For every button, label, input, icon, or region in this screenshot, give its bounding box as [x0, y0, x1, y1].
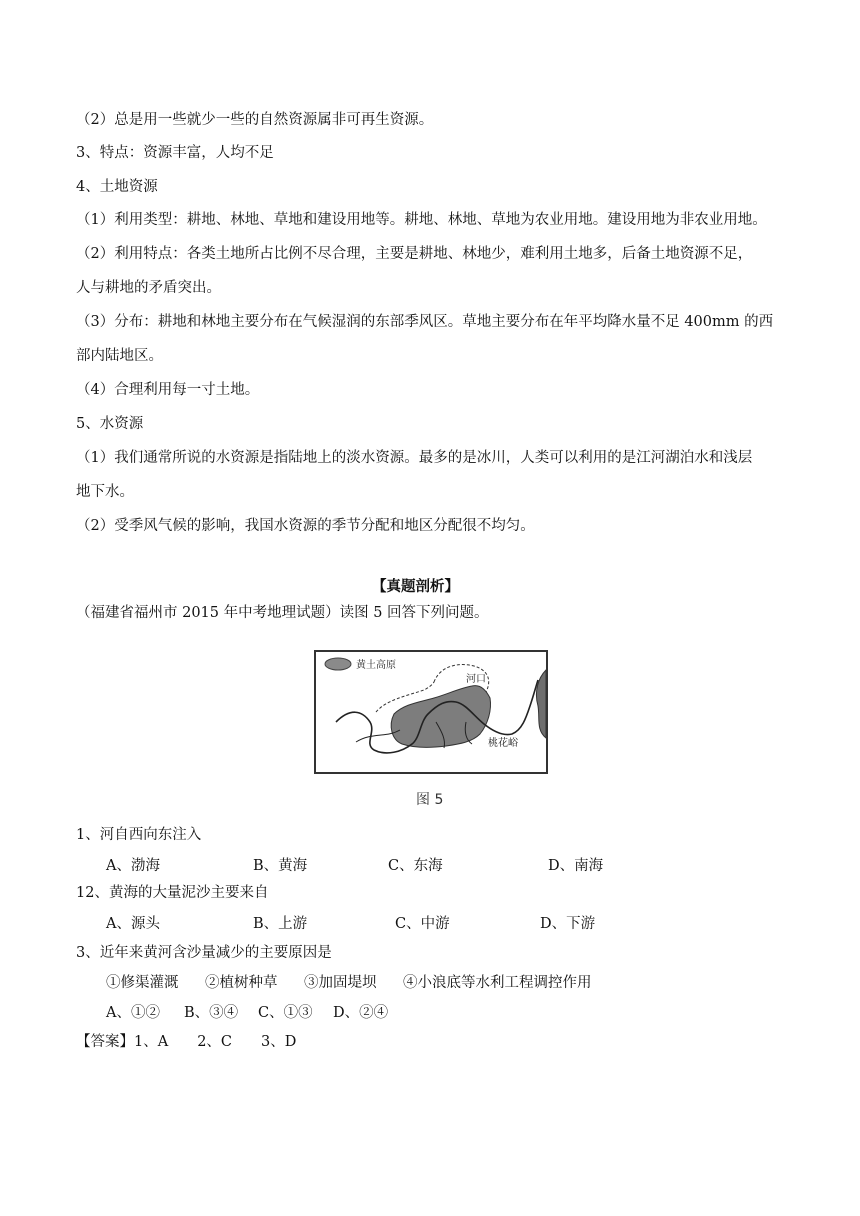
option-a: A、①②	[106, 1005, 160, 1021]
paragraph-line: 4、土地资源	[76, 179, 158, 195]
statement-item: ④小浪底等水利工程调控作用	[403, 975, 592, 991]
paragraph-line: 3、特点：资源丰富，人均不足	[76, 145, 274, 161]
yellow-river-map	[314, 650, 548, 774]
river-mouth-label: 河口	[466, 674, 486, 685]
option-a: A、源头	[106, 916, 160, 932]
plateau-label: 黄土高原	[356, 660, 396, 671]
question-intro: （福建省福州市 2015 年中考地理试题）读图 5 回答下列问题。	[76, 605, 489, 621]
question-text: 3、近年来黄河含沙量减少的主要原因是	[76, 945, 332, 961]
paragraph-line: 5、水资源	[76, 416, 144, 432]
option-c: C、中游	[395, 916, 450, 932]
statement-item: ①修渠灌溉	[106, 975, 179, 991]
option-a: A、渤海	[106, 858, 160, 874]
paragraph-line: （2）受季风气候的影响，我国水资源的季节分配和地区分配很不均匀。	[76, 518, 535, 534]
option-b: B、上游	[253, 916, 308, 932]
paragraph-line: （1）利用类型：耕地、林地、草地和建设用地等。耕地、林地、草地为农业用地。建设用地为非农业用地。	[76, 212, 767, 228]
paragraph-line: 部内陆地区。	[76, 348, 163, 364]
option-d: D、②④	[333, 1005, 389, 1021]
option-c: C、东海	[388, 858, 443, 874]
paragraph-line: （2）利用特点：各类土地所占比例不尽合理，主要是耕地、林地少，难利用土地多，后备土地资源不足，	[76, 246, 753, 262]
question-text: 12、黄海的大量泥沙主要来自	[76, 885, 269, 901]
paragraph-line: （2）总是用一些就少一些的自然资源属非可再生资源。	[76, 112, 434, 128]
paragraph-line: 地下水。	[76, 484, 134, 500]
option-d: D、南海	[548, 858, 604, 874]
answer-line: 【答案】1、A 2、C 3、D	[76, 1034, 297, 1050]
option-c: C、①③	[258, 1005, 313, 1021]
paragraph-line: （1）我们通常所说的水资源是指陆地上的淡水资源。最多的是冰川，人类可以利用的是江河湖泊水和浅层	[76, 450, 753, 466]
map-illustration	[316, 652, 546, 772]
section-title: 【真题剖析】	[372, 578, 459, 595]
paragraph-line: （3）分布：耕地和林地主要分布在气候湿润的东部季风区。草地主要分布在年平均降水量不足 400mm 的西	[76, 314, 774, 330]
question-text: 1、河自西向东注入	[76, 827, 202, 843]
statement-item: ②植树种草	[205, 975, 278, 991]
figure-caption: 图 5	[416, 792, 444, 808]
option-d: D、下游	[540, 916, 596, 932]
statement-item: ③加固堤坝	[304, 975, 377, 991]
option-b: B、③④	[184, 1005, 239, 1021]
place-label: 桃花峪	[488, 738, 518, 749]
paragraph-line: 人与耕地的矛盾突出。	[76, 280, 221, 296]
option-b: B、黄海	[253, 858, 308, 874]
paragraph-line: （4）合理利用每一寸土地。	[76, 382, 260, 398]
